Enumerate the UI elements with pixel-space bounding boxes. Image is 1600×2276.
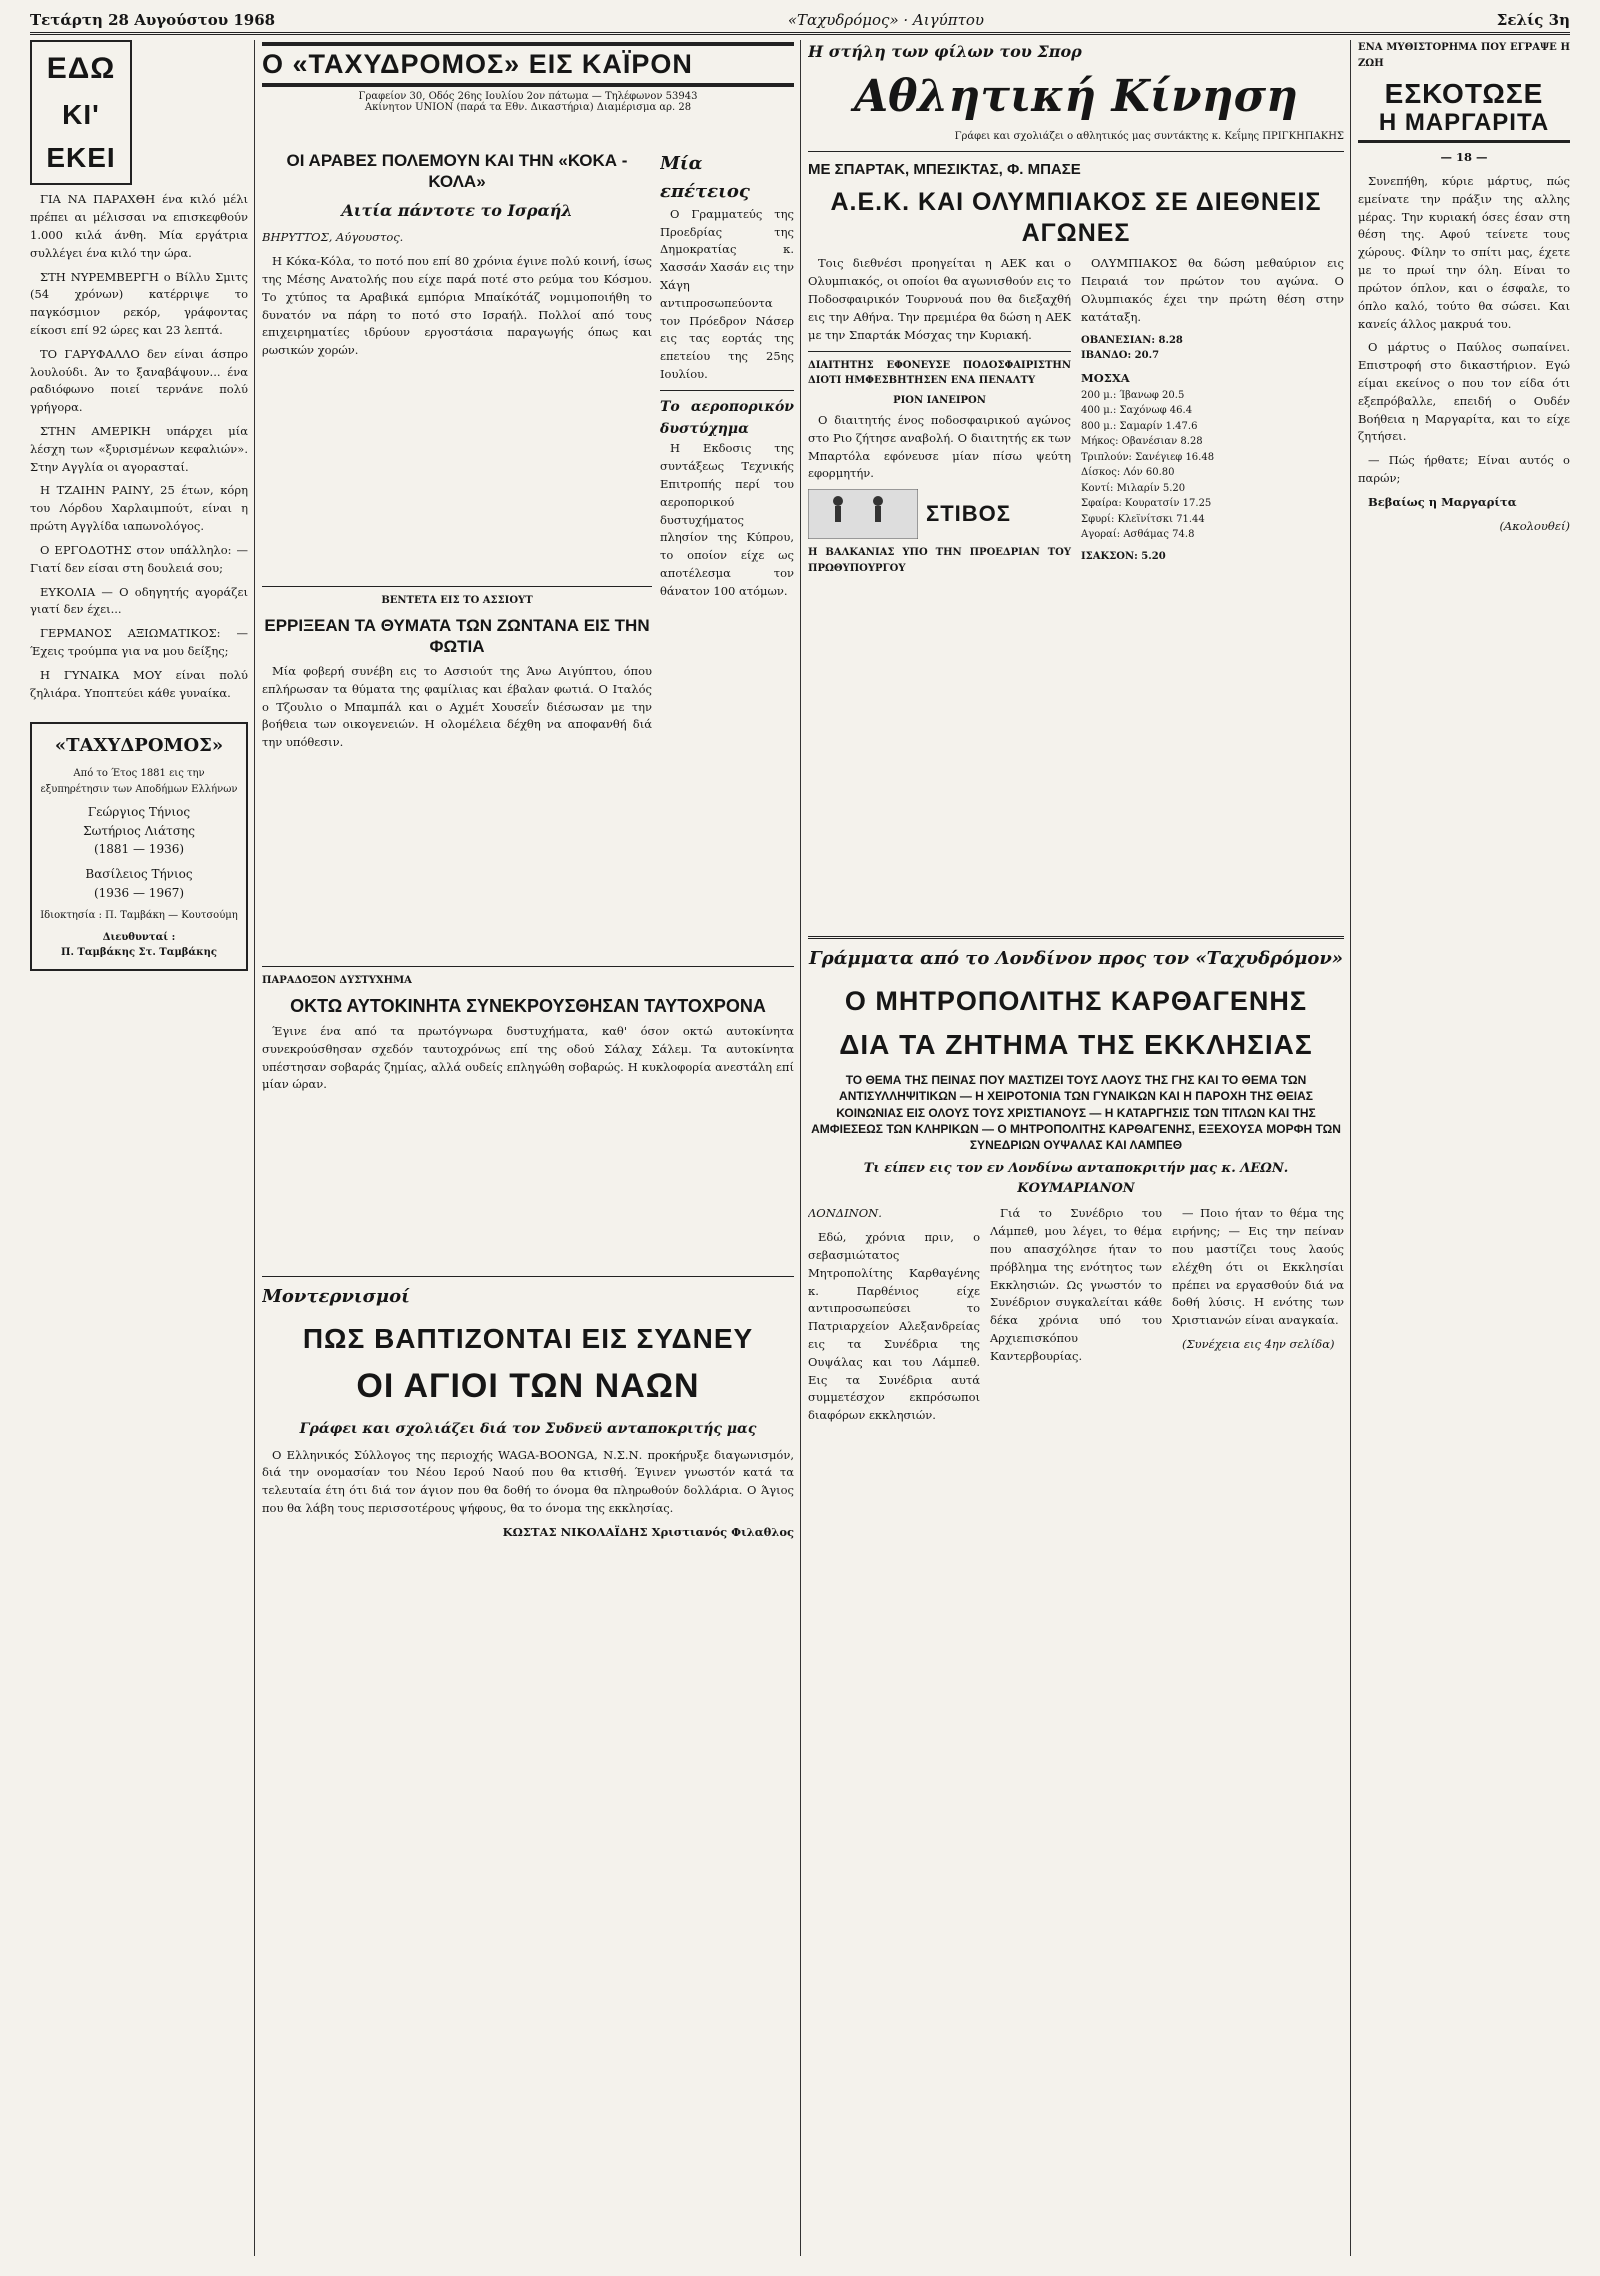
london-lead: ΤΟ ΘΕΜΑ ΤΗΣ ΠΕΙΝΑΣ ΠΟΥ ΜΑΣΤΙΖΕΙ ΤΟΥΣ ΛΑΟΥΣ ΤΗΣ ΓΗΣ ΚΑΙ ΤΟ ΘΕΜΑ ΤΩΝ ΑΝΤΙΣΥΛΛΗΨΙΤΙΚΩΝ — Η ΧΕΙΡΟΤΟΝΙΑ ΤΩΝ ΓΥΝΑΙΚΩΝ ΚΑΙ Η ΠΑΡΟΧΗ ΤΗΣ ΘΕΙΑΣ ΚΟΙΝΩΝΙΑΣ ΕΙΣ ΟΛΟΥΣ ΤΟΥΣ ΧΡΙΣΤΙΑΝΟΥΣ — Η ΚΑΤΑΡΓΗΣΙΣ ΤΩΝ ΤΙΤΛΩΝ ΚΑΙ ΤΗΣ ΑΜΦΙΕΣΕΩΣ ΤΩΝ ΚΛΗΡΙΚΩΝ — Ο ΜΗΤΡΟΠΟΛΙΤΗΣ ΚΑΡΘΑΓΕΝΗΣ, ΕΞΕΧΟΥΣΑ ΜΟΡΦΗ ΤΩΝ ΣΥΝΕΔΡΙΩΝ ΟΥΨΑΛΑΣ ΚΑΙ ΛΑΜΠΕΘ [811, 1073, 1341, 1152]
owner-years-2: (1936 — 1967) [93, 885, 185, 900]
referee-body: Ο διαιτητής ένος ποδοσφαιρικού αγώνος στο Ριο ζήτησε αναβολή. Ο διαιτητής εκ των Μπαρτόλα εφόνευσε μίαν πίσω ψεύτη εφορμητήν. [808, 413, 1071, 481]
brief-item: Η ΤΖΑΙΗΝ ΡΑΙΝΥ, 25 έτων, κόρη του Λόρδου Χαρλαιμπούτ, είναι η πρώτη Αγγλίδα ιαπωνολόγος. [30, 483, 248, 534]
london-col1: Εδώ, χρόνια πριν, ο σεβασμιώτατος Μητροπολίτης Καρθαγένης κ. Παρθένιος είχε αντιπροσωπεύσει το Πατριαρχείον Αλεξανδρείας εις τα Συνέδρια της Ουψάλας και του Λάμπεθ. Εις τα Συνέδρια αυτά συμμετέσχον εκπρόσωποι διαφόρων εκκλησιών. [808, 1230, 980, 1423]
subscription-box [30, 722, 248, 970]
sydney-article [262, 1270, 794, 2230]
sports-body: Τοις διεθνέσι προηγείται η ΑΕΚ και ο Ολυμπιακός, οι οποίοι θα αγωνισθούν εις το Ποδοσφαιρικόν Τουρνουά που θα διεξαχθή εις την Αθήνα. Την πρεμιέρα θα δώση η ΑΕΚ με την Σπαρτάκ Μόσχας την Κυριακή. [808, 256, 1071, 342]
result-line: Κοντί: Μιλαρίν 5.20 [1081, 482, 1186, 494]
sports-byline: Γράφει και σχολιάζει ο αθλητικός μας συντάκτης κ. Κεΐμης ΠΡΙΓΚΗΠΑΚΗΣ [954, 131, 1344, 143]
obanesian: ΟΒΑΝΕΣΙΑΝ: 8.28 [1081, 334, 1183, 346]
london-article [808, 930, 1344, 2250]
brief-item: ΓΙΑ ΝΑ ΠΑΡΑΧΘΗ ένα κιλό μέλι πρέπει αι μέλισσαι να επισκεφθούν 1.000 κιλά άνθη. Μία εργάτρια συλλέγει ένα κιλό την ώρα. [30, 192, 248, 260]
article-headline: ΟΙ ΑΡΑΒΕΣ ΠΟΛΕΜΟΥΝ ΚΑΙ ΤΗΝ «ΚΟΚΑ - ΚΟΛΑ» [286, 151, 628, 192]
crash-head: Το αεροπορικόν δυστύχημα [660, 398, 794, 437]
column-divider [800, 40, 801, 2256]
owner-1: Γεώργιος Τήνιος [87, 805, 191, 820]
result-line: 200 μ.: Ίβανωφ 20.5 [1081, 389, 1185, 401]
london-kicker: Γράμματα από το Λονδίνον προς τον «Ταχυδρόμον» [808, 948, 1344, 969]
balkan-head: Η ΒΑΛΚΑΝΙΑΣ ΥΠΟ ΤΗΝ ΠΡΟΕΔΡΙΑΝ ΤΟΥ ΠΡΩΘΥΠΟΥΡΓΟΥ [808, 547, 1071, 574]
cairo-address: Γραφείον 30, Οδός 26ης Ιουλίου 2ον πάτωμα — Τηλέφωνον 53943 [358, 91, 698, 102]
subscription-title: «ΤΑΧΥΔΡΟΜΟΣ» [54, 735, 224, 757]
owner-years-1: (1881 — 1936) [93, 842, 185, 857]
sydney-headline-2: ΟΙ ΑΓΙΟΙ ΤΩΝ ΝΑΩΝ [356, 1367, 700, 1406]
london-continued: (Συνέχεια εις 4ην σελίδα) [1182, 1337, 1335, 1352]
sports-kicker: ΜΕ ΣΠΑΡΤΑΚ, ΜΠΕΣΙΚΤΑΣ, Φ. ΜΠΑΣΕ [808, 160, 1081, 178]
result-line: 400 μ.: Σαχόνωφ 46.4 [1081, 405, 1193, 416]
column-divider [254, 40, 255, 2256]
car-headline: ΟΚΤΩ ΑΥΤΟΚΙΝΗΤΑ ΣΥΝΕΚΡΟΥΣΘΗΣΑΝ ΤΑΥΤΟΧΡΟΝΑ [290, 995, 766, 1016]
sports-header: Η στήλη των φίλων του Σπορ [808, 42, 1082, 61]
vendetta-headline: ΕΡΡΙΞΕΑΝ ΤΑ ΘΥΜΑΤΑ ΤΩΝ ΖΩΝΤΑΝΑ ΕΙΣ ΤΗΝ ΦΩΤΙΑ [264, 615, 650, 656]
vendetta-article [262, 580, 652, 940]
result-line: Σφυρί: Κλεϊνίτσκι 71.44 [1081, 513, 1205, 525]
ibando: ΙΒΑΝΔΟ: 20.7 [1081, 350, 1160, 362]
runners-illustration [808, 489, 918, 539]
london-headline-2: ΔΙΑ ΤΑ ΖΗΤΗΜΑ ΤΗΣ ΕΚΚΛΗΣΙΑΣ [839, 1028, 1313, 1060]
masthead-bar [30, 8, 1570, 35]
london-byline: Τι είπεν εις τον εν Λονδίνω ανταποκριτήν μας κ. ΛΕΩΝ. ΚΟΥΜΑΡΙΑΝΟΝ [863, 1161, 1289, 1197]
sydney-kicker: Μοντερνισμοί [262, 1286, 410, 1307]
brief-item: Ο ΕΡΓΟΔΟΤΗΣ στον υπάλληλο: — Γιατί δεν είσαι στη δουλειά σου; [30, 542, 248, 575]
results-title: ΜΟΣΧΑ [1081, 370, 1130, 385]
london-col3: — Ποιο ήταν το θέμα της ειρήνης; — Εις την πείναν που μαστίζει τους λαούς ελέχθη ότι οι Εκκλησίαι πρέπει να εργασθούν διά να δοθή λύσις. Η ενότης των Χριστιανών είναι αναγκαία. [1172, 1206, 1344, 1328]
result-line: Τριπλούν: Σανέγιεφ 16.48 [1081, 451, 1215, 463]
sports-title: Αθλητική Κίνηση [854, 70, 1298, 122]
referee-place: ΡΙΟΝ ΙΑΝΕΙΡΟΝ [893, 394, 986, 406]
result-line: Μήκος: Οβανέσιαν 8.28 [1081, 436, 1203, 447]
london-dateline: ΛΟΝΔΙΝΟΝ. [808, 1206, 882, 1221]
column-divider [1350, 40, 1351, 2256]
novel-column [1358, 40, 1570, 2250]
anniversary-body: Ο Γραμματεύς της Προεδρίας της Δημοκρατίας κ. Χασσάν Χασάν εις την Χάγη αντιπροσωπεύοντα τον Πρόεδρον Νάσερ εις τας εορτάς της επετείου της 25ης Ιουλίου. [660, 206, 794, 382]
section-badge [30, 40, 132, 185]
sports-headline: Α.Ε.Κ. ΚΑΙ ΟΛΥΜΠΙΑΚΟΣ ΣΕ ΔΙΕΘΝΕΙΣ ΑΓΩΝΕΣ [830, 187, 1322, 248]
brief-item: ΓΕΡΜΑΝΟΣ ΑΞΙΩΜΑΤΙΚΟΣ: — Έχεις τρούμπα για να μου δείξης; [30, 626, 248, 658]
london-col2: Γιά το Συνέδριο του Λάμπεθ, μου λέγει, το θέμα που απασχόλησε ήταν το πρόβλημα της ενότητος των Εκκλησιών. Ως γνωστόν το Συνέδριον συγκαλείται κάθε δέκα χρόνια υπό του Αρχιεπισκόπου Καντερβουρίας. [990, 1206, 1162, 1363]
car-kicker: ΠΑΡΑΔΟΞΟΝ ΔΥΣΤΥΧΗΜΑ [262, 975, 412, 986]
brief-item: Η ΓΥΝΑΙΚΑ ΜΟΥ είναι πολύ ζηλιάρα. Υποπτεύει κάθε γυναίκα. [30, 667, 248, 700]
result-line: Σφαίρα: Κουρατσίν 17.25 [1081, 498, 1212, 509]
result-line: 800 μ.: Σαμαρίν 1.47.6 [1081, 420, 1198, 432]
article-body: Η Κόκα-Κόλα, το ποτό που επί 80 χρόνια έγινε πολύ κοινή, ίσως της Μέσης Ανατολής που είχε παρά ποτέ στο ρεύμα του Κόσμου. Το χτύπος τα Αραβικά εμπόρια Μπαίκότάζ νομιμοποιήθη το δυνατόν να πάρη το ποτό στο Ισραήλ. Πολλοί από τους επιχειρηματίες ιδρύουν εργοστάσια παραγωγής όπως και ρωσικών χορών. [262, 254, 652, 358]
car-body: Έγινε ένα από τα πρωτόγνωρα δυστυχήματα, καθ' όσον οκτώ αυτοκίνητα συνεκρούσθησαν σχεδόν ταυτοχρόνως επί της οδού Σάλαχ Σάλεμ. Τα αυτοκίνητα υπέστησαν σοβαράς ζημίας, αλλά ουδείς επληγώθη σοβαρώς. Η κυκλοφορία ανεστάλη επί μίαν ώραν. [262, 1024, 794, 1092]
page-number: Σελίς 3η [1496, 11, 1570, 29]
founded-note: Από το Έτος 1881 εις την εξυπηρέτησιν των Αποδήμων Ελλήνων [40, 768, 238, 795]
novel-continued: (Ακολουθεί) [1499, 518, 1570, 533]
brief-item: ΣΤΗΝ ΑΜΕΡΙΚΗ υπάρχει μία λέσχη των «ξυρισμένων κεφαλιών». Στην Αγγλία οι αγορασταί. [30, 424, 248, 474]
sydney-byline: Γράφει και σχολιάζει διά τον Συδνεϋ ανταποκριτής μας [299, 1420, 757, 1437]
novel-episode: — 18 — [1440, 150, 1488, 165]
stivos-title: ΣΤΙΒΟΣ [926, 501, 1011, 527]
owner-3: Βασίλειος Τήνιος [85, 867, 193, 882]
novel-kicker: ΕΝΑ ΜΥΘΙΣΤΟΡΗΜΑ ΠΟΥ ΕΓΡΑΨΕ Η ΖΩΗ [1358, 42, 1570, 69]
crash-body: Η Εκδοσις της συντάξεως Τεχνικής Επιτροπής περί του αεροπορικού δυστυχήματος πλησίον της Κύπρου, το οποίον είχε ως αποτέλεσμα τον θάνατον 100 ατόμων. [660, 441, 794, 598]
left-column [30, 40, 248, 2250]
novel-body: Συνεπήθη, κύριε μάρτυς, πώς εμείνατε την πράξιν της αλλης μέρας. Την κυριακή όσες έσαν στη θέση της. Αφού τείνετε τους χώρους. Φίλην το σπίτι μας, έχετε με το πρωί την όλη. Είναι το πρώτον όπλον, και ο έσφαλε, το όπλο καλό, τούτο θα σώσει. Και κανείς άλλος μακρυά του. [1358, 174, 1570, 331]
section-title-1: ΕΔΩ [46, 52, 116, 85]
novel-title-1: ΕΣΚΟΤΩΣΕ [1384, 78, 1544, 109]
owner-2: Σωτήριος Λιάτσης [83, 823, 195, 838]
center-top-block [262, 42, 794, 113]
result-line: Δίσκος: Λόν 60.80 [1081, 467, 1175, 478]
brief-item: ΕΥΚΟΛΙΑ — Ο οδηγητής αγοράζει γιατί δεν έχει... [30, 584, 248, 617]
anniversary-and-crash [660, 150, 794, 750]
paper-name: «Ταχυδρόμος» · Αιγύπτου [787, 11, 985, 29]
publisher: Ιδιοκτησία : Π. Ταμβάκη — Κουτσούμη [40, 910, 238, 922]
brief-item: ΤΟ ΓΑΡΥΦΑΛΛΟ δεν είναι άσπρο λουλούδι. Άν το ξαναβάψουν... ένα ραδιόφωνο ποιεί τερνάνε πολύ γρήγορα. [30, 346, 248, 415]
car-crash-article [262, 960, 794, 1260]
directors: Π. Ταμβάκης Στ. Ταμβάκης [61, 947, 217, 959]
result-line: Αγοραί: Ασθάμας 74.8 [1081, 529, 1195, 540]
novel-body-2: Ο μάρτυς ο Παύλος σωπαίνει. Επιστροφή στο δικαστήριον. Εγώ είμαι εκείνος ο που τον είδα ότι εξεπρόβαλλε, επειδή ο Ουδέν Βοήθεια η Μαργαρίτα, και το είχε ζητήσει. [1358, 340, 1570, 444]
sydney-signature: ΚΩΣΤΑΣ ΝΙΚΟΛΑΪΔΗΣ Χριστιανός Φιλαθλος [502, 1524, 794, 1539]
novel-body-3: — Πώς ήρθατε; Είναι αυτός ο παρών; [1358, 453, 1570, 485]
issue-date: Τετάρτη 28 Αυγούστου 1968 [30, 11, 276, 29]
brief-item: ΣΤΗ ΝΥΡΕΜΒΕΡΓΗ ο Βίλλυ Σμιτς (54 χρόνων) κατέρριψε το παγκόσμιον ρεκόρ, γράφοντας είκοσι επί 92 ώρες και 23 λεπτά. [30, 269, 248, 337]
isakson: ΙΣΑΚΣΟΝ: 5.20 [1081, 550, 1166, 562]
anniversary-head: Μία επέτειος [660, 153, 750, 202]
vendetta-body: Μία φοβερή συνέβη εις το Ασσιούτ της Άνω Αιγύπτου, όπου επλήρωσαν τα θύματα της φαμίλιας και έβαλαν φωτιά. Ο Ιταλός ο Τζουλιο ο Μπαμπάλ και ο Αχμέτ Χουσεΐν διέσωσαν με την βοήθεια των οικογενειών. Η ολομέλεια δέχθη να αποφανθή διά την υπόθεσιν. [262, 664, 652, 750]
section-title-2: ΚΙ' ΕΚΕΙ [46, 98, 116, 173]
article-subhead: Αιτία πάντοτε το Ισραήλ [341, 200, 573, 220]
london-headline-1: Ο ΜΗΤΡΟΠΟΛΙΤΗΣ ΚΑΡΘΑΓΕΝΗΣ [844, 985, 1308, 1016]
coca-cola-article [262, 150, 652, 570]
olympiakos-body: ΟΛΥΜΠΙΑΚΟΣ θα δώση μεθαύριον εις Πειραιά τον πρώτον του αγώνα. Ο Ολυμπιακός έχει την πρώτη θέση στην κατάταξη. [1081, 256, 1344, 324]
cairo-banner: Ο «ΤΑΧΥΔΡΟΜΟΣ» ΕΙΣ ΚΑΪΡΟΝ [262, 42, 794, 87]
vendetta-kicker: ΒΕΝΤΕΤΑ ΕΙΣ ΤΟ ΑΣΣΙΟΥΤ [381, 595, 533, 606]
sydney-headline-1: ΠΩΣ ΒΑΠΤΙΖΟΝΤΑΙ ΕΙΣ ΣΥΔΝΕΥ [302, 1322, 754, 1354]
novel-title-2: Η ΜΑΡΓΑΡΙΤΑ [1358, 110, 1570, 143]
cairo-address-2: Ακίνητον UNION (παρά τα Εθν. Δικαστήρια) Διαμέρισμα αρ. 28 [364, 102, 692, 113]
referee-headline: ΔΙΑΙΤΗΤΗΣ ΕΦΟΝΕΥΣΕ ΠΟΔΟΣΦΑΙΡΙΣΤΗΝ ΔΙΟΤΙ ΗΜΦΕΣΒΗΤΗΣΕΝ ΕΝΑ ΠΕΝΑΛΤΥ [808, 359, 1071, 386]
director-label: Διευθυνταί : [102, 931, 176, 943]
sports-section [808, 40, 1344, 920]
sydney-body: Ο Ελληνικός Σύλλογος της περιοχής WAGA-BOONGA, Ν.Σ.Ν. προκήρυξε διαγωνισμόν, διά την ονομασίαν του Νέου Ιερού Ναού που θα κτισθή. Έγινεν γνωστόν κατά τα τελευταία έτη ότι διά τον άγιον που θα δοθή το όνομα θα πληρωθούν δολλάρια. Ο Άγιος που θα λάβη τους περισσοτέρους ψήφους, θα το όνομα της εκκλησίας. [262, 1447, 794, 1516]
novel-signature: Βεβαίως η Μαργαρίτα [1368, 494, 1517, 509]
dateline: ΒΗΡΥΤΤΟΣ, Αύγουστος. [262, 230, 404, 245]
